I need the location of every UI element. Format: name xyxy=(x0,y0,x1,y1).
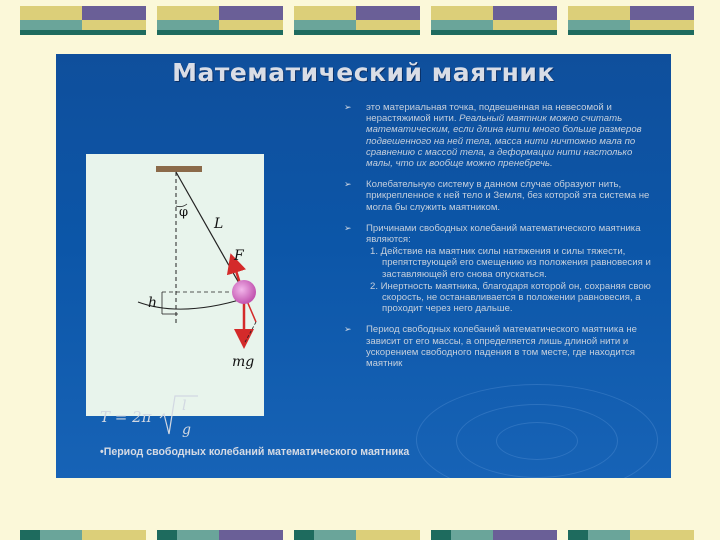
pendulum-figure xyxy=(86,154,264,416)
bullet-text: Период свободных колебаний математического маятника не зависит от его массы, а определяется лишь длиной нити и ускорением свободного падения в том месте, где находится маятник xyxy=(366,324,637,370)
bullet-arrow-icon: ➢ xyxy=(344,102,352,112)
bullet-text: Колебательную систему в данном случае образуют нить, прикрепленное к ней тело и Земля, без которой эта система не могла бы служить маятником. xyxy=(366,179,650,213)
deco-bar xyxy=(294,6,420,36)
label-h: h xyxy=(148,295,158,311)
bullet-item xyxy=(341,102,659,169)
bullet-list xyxy=(341,102,659,379)
deco-bar xyxy=(20,530,146,540)
slide-title: Математический маятник xyxy=(172,58,555,87)
ceiling-mount xyxy=(156,166,202,172)
water-ripple xyxy=(496,422,578,460)
bullet-arrow-icon: ➢ xyxy=(344,324,352,335)
deco-bar xyxy=(20,6,146,36)
bullet-item xyxy=(341,179,659,213)
label-F: F xyxy=(234,248,244,264)
bullet-text: это материальная точка, подвешенная на невесомой и нерастяжимой нити. xyxy=(366,102,612,125)
bullet-item xyxy=(341,223,659,315)
deco-bar xyxy=(157,530,283,540)
formula-numerator: l xyxy=(182,398,187,414)
period-formula xyxy=(100,392,220,444)
label-L: L xyxy=(214,216,224,232)
bullet-item xyxy=(341,324,659,369)
bullet-arrow-icon: ➢ xyxy=(344,179,352,190)
pendulum-diagram xyxy=(86,154,264,416)
formula-caption: •Период свободных колебаний математического маятника xyxy=(100,446,410,458)
deco-bar xyxy=(294,530,420,540)
pendulum-string xyxy=(176,172,244,292)
deco-bar xyxy=(157,6,283,36)
slide xyxy=(56,54,671,478)
label-phi: φ xyxy=(179,205,189,220)
cause-item: 1. Действие на маятник силы натяжения и силы тяжести, препятствующей его смещению из положения равновесия и заставляющей его снова опускаться. xyxy=(370,246,651,280)
pendulum-bob xyxy=(232,280,256,304)
deco-bar xyxy=(568,530,694,540)
label-mg: mg xyxy=(232,354,255,370)
formula-denominator: g xyxy=(182,422,191,438)
deco-bar xyxy=(568,6,694,36)
bullet-text: Причинами свободных колебаний математического маятника являются: xyxy=(366,222,641,246)
force-dashed xyxy=(244,322,256,344)
cause-item: 2. Инертность маятника, благодаря которой он, сохраняя свою скорость, не останавливается в положении равновесия, а проходит через него дальше. xyxy=(370,280,651,315)
deco-bar xyxy=(431,6,557,36)
bullet-italic-text: Реальный маятник можно считать математическим, если длина нити много больше размеров подвешенного на ней тела, масса нити ничтожно мала по сравнению с массой тела, а деформации нити настолько малы, что их вообще можно пренебречь. xyxy=(366,113,642,170)
formula-lhs: T = 2π xyxy=(100,408,152,426)
bullet-arrow-icon: ➢ xyxy=(344,222,352,233)
deco-bar xyxy=(431,530,557,540)
sqrt-sign xyxy=(160,396,198,434)
